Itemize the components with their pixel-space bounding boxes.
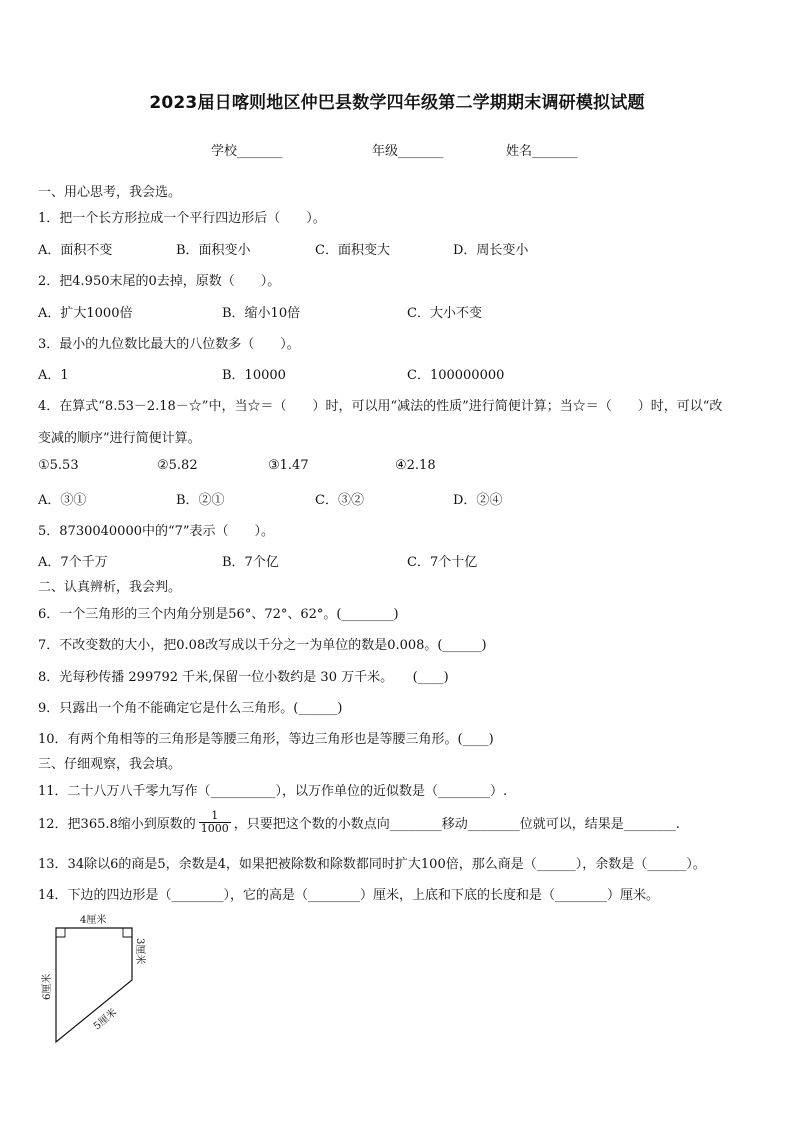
question-4-line-1: 4．在算式“8.53－2.18－☆”中，当☆＝（ ）时，可以用“减法的性质”进行简便计算；当☆＝（ ）时，可以“改 (38, 399, 723, 414)
right-angle-mark-right (123, 928, 132, 937)
question-5: 5．8730040000中的“7”表示（ ）。 (38, 524, 275, 539)
label-left-length: 6厘米 (42, 973, 53, 1000)
q2-option-a: A．扩大1000倍 (38, 306, 133, 321)
label-slant-length: 5厘米 (91, 1006, 120, 1033)
q4-option-b: B．②① (176, 493, 225, 508)
q5-option-a: A．7个千万 (38, 555, 108, 570)
fraction-numerator: 1 (199, 810, 231, 823)
q2-option-c: C．大小不变 (407, 306, 482, 321)
question-10: 10．有两个角相等的三角形是等腰三角形，等边三角形也是等腰三角形。(____) (38, 732, 494, 747)
q4-number-4: ④2.18 (395, 458, 436, 473)
trapezoid-figure (30, 912, 170, 1052)
q1-option-b: B．面积变小 (176, 243, 251, 258)
q1-option-c: C．面积变大 (315, 243, 390, 258)
section-heading-3: 三、仔细观察，我会填。 (38, 757, 182, 772)
page-title: 2023届日喀则地区仲巴县数学四年级第二学期期末调研模拟试题 (149, 93, 645, 113)
fraction (199, 810, 231, 835)
q12-text-before: 12．把365.8缩小到原数的 (38, 817, 196, 832)
question-7: 7．不改变数的大小，把0.08改写成以千分之一为单位的数是0.008。(______) (38, 638, 487, 653)
q5-option-c: C．7个十亿 (407, 555, 478, 570)
right-angle-mark-left (56, 928, 65, 937)
question-1: 1．把一个长方形拉成一个平行四边形后（ ）。 (38, 211, 326, 226)
question-9: 9．只露出一个角不能确定它是什么三角形。(______) (38, 701, 343, 716)
school-field: 学校_______ (211, 144, 283, 159)
name-field: 姓名_______ (506, 144, 578, 159)
grade-field: 年级_______ (372, 144, 444, 159)
q3-option-a: A．1 (38, 368, 69, 383)
q4-option-a: A．③① (38, 493, 87, 508)
q5-option-b: B．7个亿 (222, 555, 279, 570)
question-14: 14．下边的四边形是（________），它的高是（________）厘米，上底和下底的长度和是（________）厘米。 (38, 888, 660, 903)
q1-option-d: D．周长变小 (453, 243, 529, 258)
question-12 (38, 810, 680, 835)
q1-option-a: A．面积不变 (38, 243, 113, 258)
question-8: 8．光每秒传播 299792 千米,保留一位小数约是 30 万千米。 (____) (38, 670, 449, 685)
label-right-length: 3厘米 (134, 938, 145, 965)
question-6: 6．一个三角形的三个内角分别是56°、72°、62°。(________) (38, 607, 399, 622)
q12-text-after: ，只要把这个数的小数点向________移动________位就可以，结果是________. (233, 817, 680, 832)
question-11: 11．二十八万八千零九写作（__________），以万作单位的近似数是（________）. (38, 784, 508, 799)
q2-option-b: B．缩小10倍 (222, 306, 301, 321)
section-heading-1: 一、用心思考，我会选。 (38, 185, 182, 200)
q4-option-c: C．③② (315, 493, 364, 508)
q4-number-2: ②5.82 (157, 458, 198, 473)
q3-option-c: C．100000000 (407, 368, 505, 383)
question-3: 3．最小的九位数比最大的八位数多（ ）。 (38, 337, 300, 352)
q4-number-3: ③1.47 (268, 458, 309, 473)
question-4-line-2: 变减的顺序”进行简便计算。 (38, 431, 201, 446)
section-heading-2: 二、认真辨析，我会判。 (38, 580, 182, 595)
fraction-denominator: 1000 (200, 822, 229, 835)
q4-option-d: D．②④ (453, 493, 503, 508)
question-2: 2．把4.950末尾的0去掉，原数（ ）。 (38, 274, 281, 289)
question-13: 13．34除以6的商是5，余数是4，如果把被除数和除数都同时扩大100倍，那么商是（______），余数是（______）。 (38, 857, 706, 872)
q3-option-b: B．10000 (222, 368, 286, 383)
label-top-length: 4厘米 (80, 915, 107, 926)
q4-number-1: ①5.53 (38, 458, 79, 473)
